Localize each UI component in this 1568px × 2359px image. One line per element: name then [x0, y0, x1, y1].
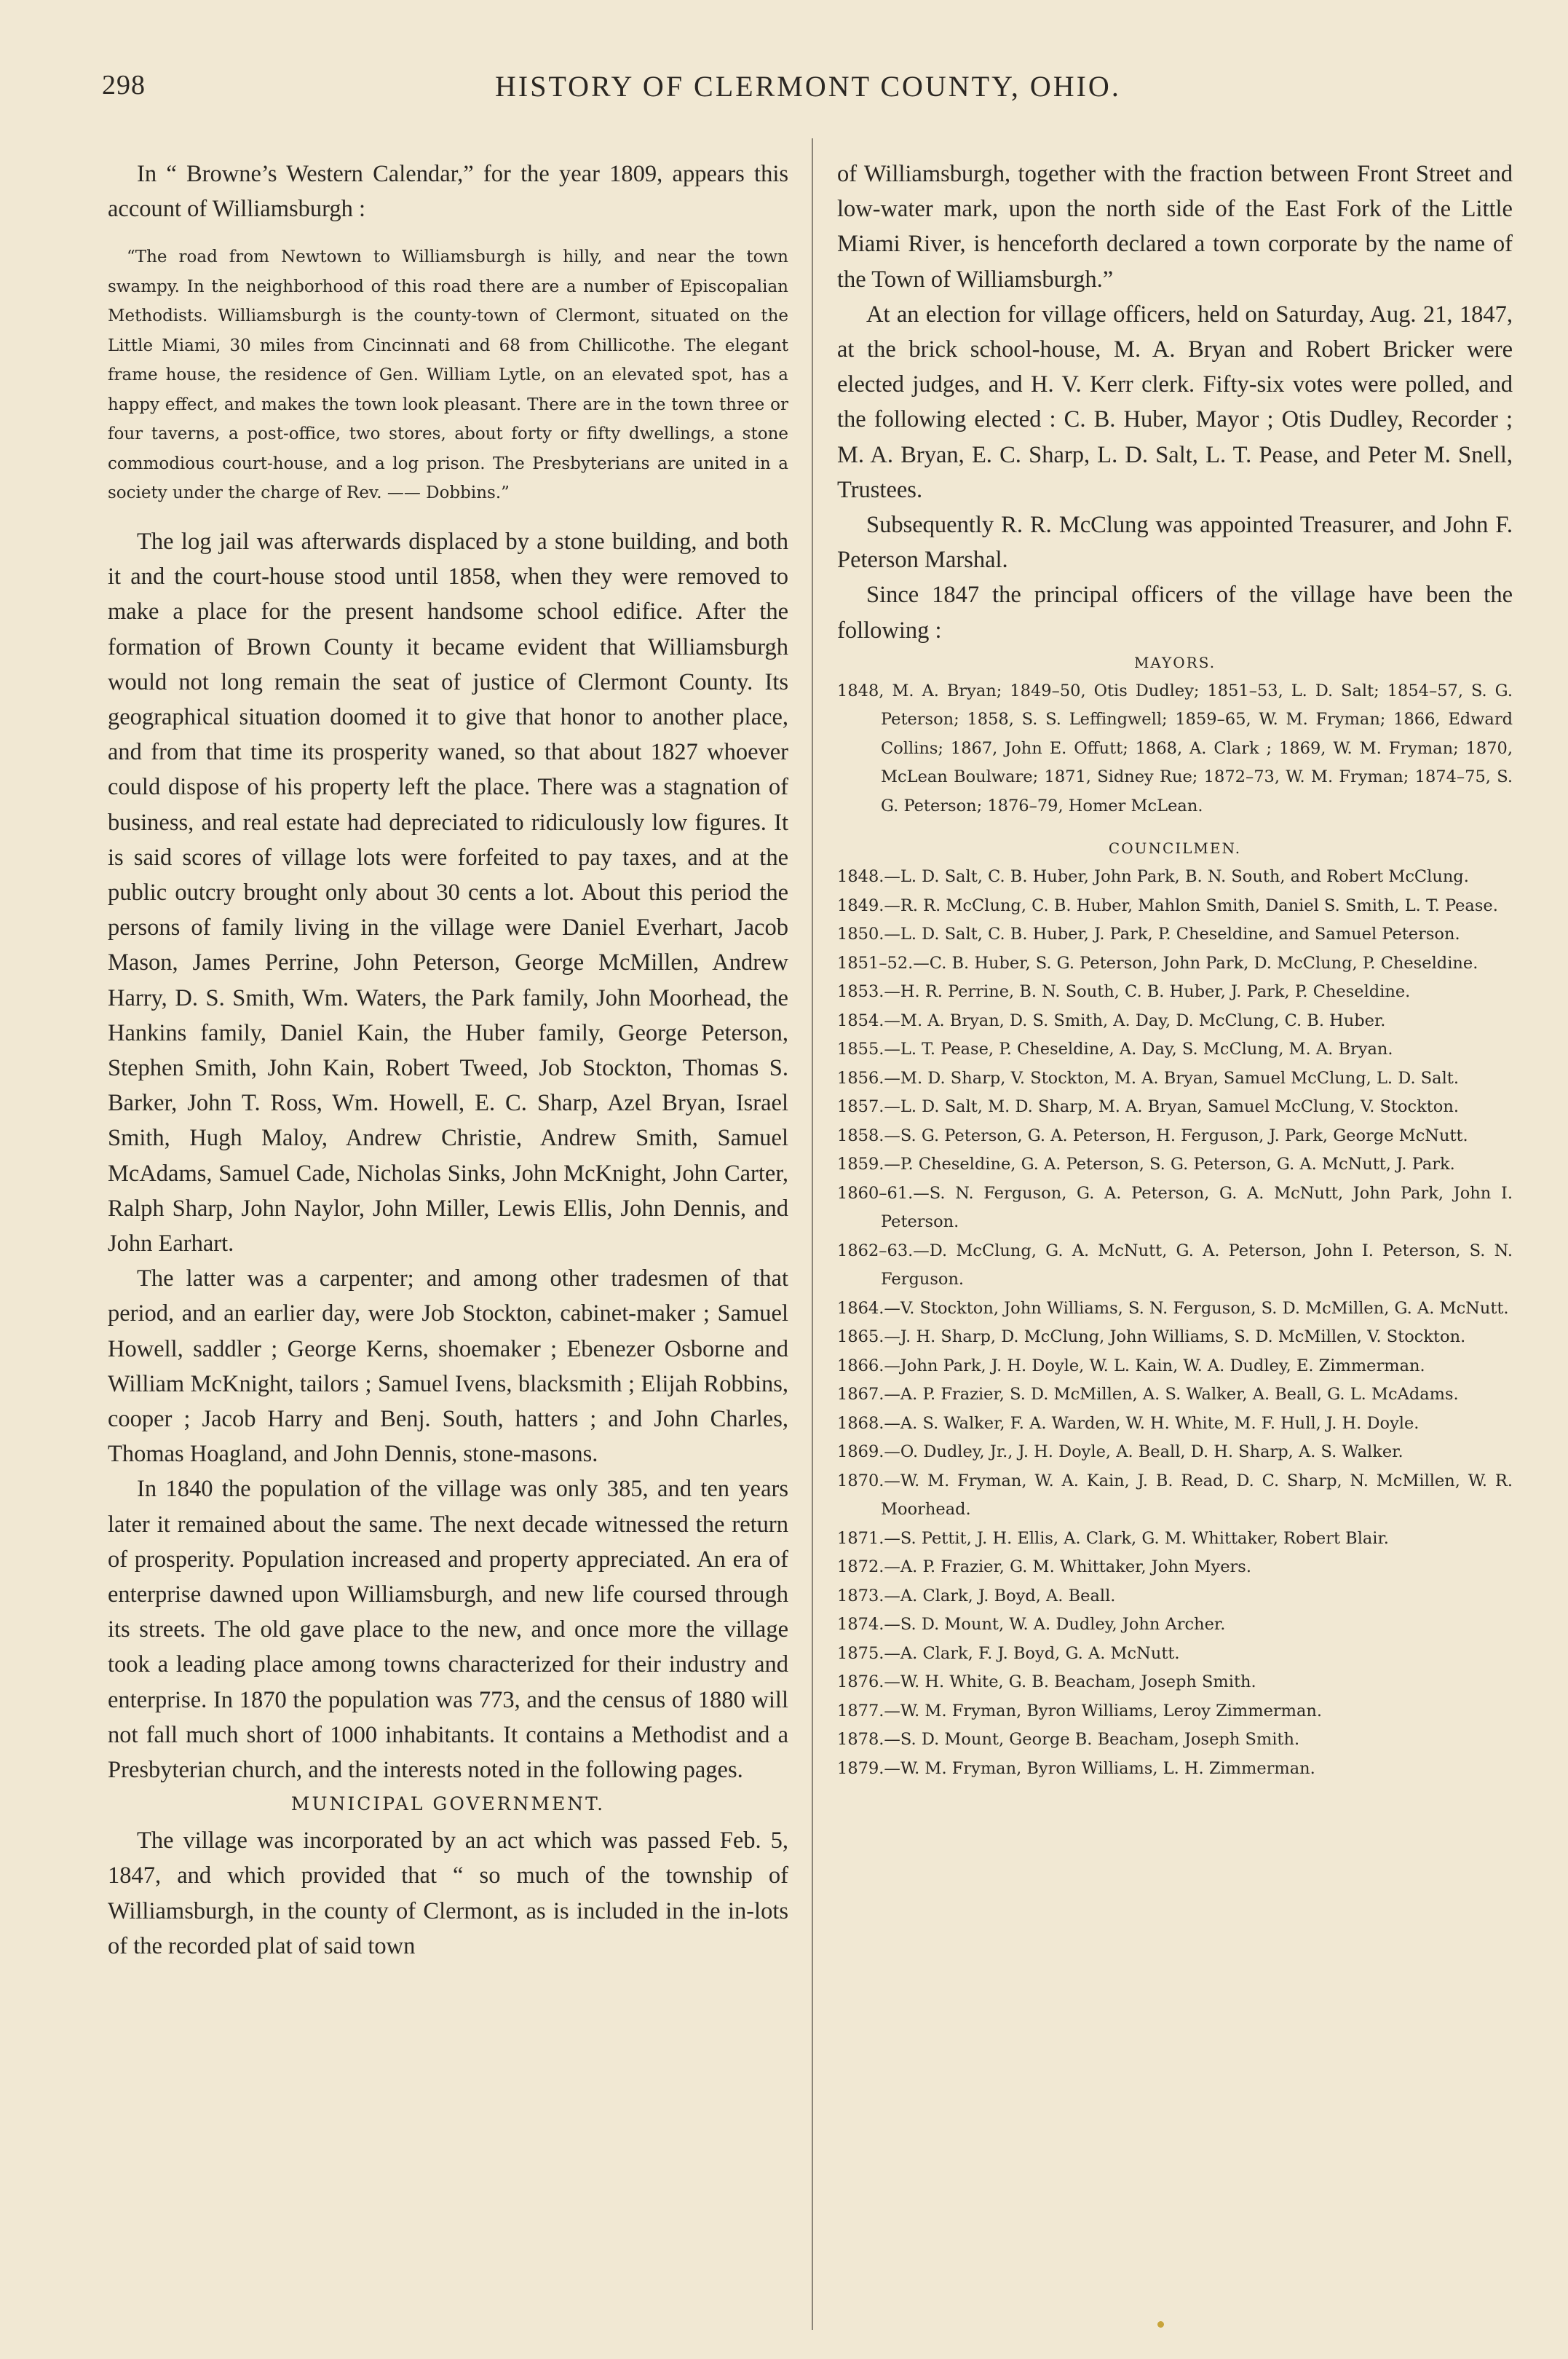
councilmen-entry: 1879.—W. M. Fryman, Byron Williams, L. H. Zimmerman.: [837, 1758, 1315, 1778]
councilmen-entry: 1851–52.—C. B. Huber, S. G. Peterson, John Park, D. McClung, P. Cheseldine.: [837, 953, 1478, 973]
intro-paragraph: In “ Browne’s Western Calendar,” for the year 1809, appears this account of Williamsburgh :: [108, 161, 788, 223]
councilmen-entry: 1873.—A. Clark, J. Boyd, A. Beall.: [837, 1586, 1116, 1605]
calendar-quote: “The road from Newtown to Williamsburgh is hilly, and near the town swampy. In the neighborhood of this road there are a number of Episcopalian Methodists. Williamsburgh is the county-town of Clermont, situated on the Little Miami, 30 miles from Cincinnati and 68 from Chillicothe. The elegant frame house, the residence of Gen. William Lytle, on an elevated spot, has a happy effect, and makes the town look pleasant. There are in the town three or four taverns, a post-office, two stores, about forty or fifty dwellings, a stone commodious court-house, and a log prison. The Presbyterians are united in a society under the charge of Rev. —— Dobbins.”: [108, 248, 788, 503]
councilmen-entry: 1856.—M. D. Sharp, V. Stockton, M. A. Bryan, Samuel McClung, L. D. Salt.: [837, 1068, 1459, 1088]
councilmen-entry: 1877.—W. M. Fryman, Byron Williams, Leroy Zimmerman.: [837, 1701, 1323, 1720]
left-column: [108, 157, 788, 1964]
right-column: [837, 157, 1513, 1783]
councilmen-list: [837, 863, 1513, 1783]
councilmen-entry: 1874.—S. D. Mount, W. A. Dudley, John Archer.: [837, 1615, 1226, 1635]
councilmen-entry: 1855.—L. T. Pease, P. Cheseldine, A. Day, S. McClung, M. A. Bryan.: [837, 1040, 1393, 1059]
councilmen-entry: 1872.—A. P. Frazier, G. M. Whittaker, John Myers.: [837, 1557, 1251, 1577]
page-header: [102, 69, 1500, 113]
paragraph-officers-intro: Since 1847 the principal officers of the village have been the following :: [837, 582, 1513, 644]
ink-speck: [1157, 2321, 1164, 2328]
councilmen-entry: 1859.—P. Cheseldine, G. A. Peterson, S. G. Peterson, G. A. McNutt, J. Park.: [837, 1155, 1455, 1174]
paragraph-election: At an election for village officers, held on Saturday, Aug. 21, 1847, at the brick school-house, M. A. Bryan and Robert Bricker were elected judges, and H. V. Kerr clerk. Fifty-six votes were polled, and the following elected : C. B. Huber, Mayor ; Otis Dudley, Recorder ; M. A. Bryan, E. C. Sharp, L. D. Salt, L. T. Pease, and Peter M. Snell, Trustees.: [837, 301, 1513, 503]
councilmen-entry: 1875.—A. Clark, F. J. Boyd, G. A. McNutt.: [837, 1643, 1180, 1663]
councilmen-entry: 1857.—L. D. Salt, M. D. Sharp, M. A. Bryan, Samuel McClung, V. Stockton.: [837, 1097, 1459, 1117]
paragraph-treasurer: Subsequently R. R. McClung was appointed Treasurer, and John F. Peterson Marshal.: [837, 512, 1513, 574]
mayors-list: 1848, M. A. Bryan; 1849–50, Otis Dudley; 1851–53, L. D. Salt; 1854–57, S. G. Peterson; 1858, S. S. Leffingwell; 1859–65, W. M. Fryman; 1866, Edward Collins; 1867, John E. Offutt; 1868, A. Clark ; 1869, W. M. Fryman; 1870, McLean Boulware; 1871, Sidney Rue; 1872–73, W. M. Fryman; 1874–75, S. G. Peterson; 1876–79, Homer McLean.: [837, 681, 1513, 815]
councilmen-entry: 1864.—V. Stockton, John Williams, S. N. Ferguson, S. D. McMillen, G. A. McNutt.: [837, 1298, 1509, 1318]
paragraph-log-jail: The log jail was afterwards displaced by a stone building, and both it and the court-house stood until 1858, when they were removed to make a place for the present handsome school edifice. After the formation of Brown County it became evident that Williamsburgh would not long remain the seat of justice of Clermont County. Its geographical situation doomed it to give that honor to another place, and from that time its prosperity waned, so that about 1827 whoever could dispose of his property left the place. There was a stagnation of business, and real estate had depreciated to ridiculously low figures. It is said scores of village lots were forfeited to pay taxes, and at the public outcry brought only about 30 cents a lot. About this period the persons of family living in the village were Daniel Everhart, Jacob Mason, James Perrine, John Peterson, George McMillen, Andrew Harry, D. S. Smith, Wm. Waters, the Park family, John Moorhead, the Hankins family, Daniel Kain, the Huber family, George Peterson, Stephen Smith, John Kain, Robert Tweed, Job Stockton, Thomas S. Barker, John T. Ross, Wm. Howell, E. C. Sharp, Azel Bryan, Israel Smith, Hugh Maloy, Andrew Christie, Andrew Smith, Samuel McAdams, Samuel Cade, Nicholas Sinks, John McKnight, John Carter, Ralph Sharp, John Naylor, John Miller, Lewis Ellis, John Dennis, and John Earhart.: [108, 528, 788, 1257]
running-title: HISTORY OF CLERMONT COUNTY, OHIO.: [495, 70, 1121, 103]
councilmen-entry: 1870.—W. M. Fryman, W. A. Kain, J. B. Read, D. C. Sharp, N. McMillen, W. R. Moorhead.: [837, 1471, 1513, 1520]
councilmen-entry: 1848.—L. D. Salt, C. B. Huber, John Park, B. N. South, and Robert McClung.: [837, 867, 1469, 887]
councilmen-entry: 1858.—S. G. Peterson, G. A. Peterson, H. Ferguson, J. Park, George McNutt.: [837, 1126, 1468, 1145]
column-divider: [812, 138, 813, 2330]
councilmen-entry: 1860–61.—S. N. Ferguson, G. A. Peterson, G. A. McNutt, John Park, John I. Peterson.: [837, 1183, 1513, 1232]
councilmen-entry: 1876.—W. H. White, G. B. Beacham, Joseph Smith.: [837, 1672, 1256, 1692]
mayors-heading: MAYORS.: [1133, 653, 1216, 671]
councilmen-entry: 1862–63.—D. McClung, G. A. McNutt, G. A. Peterson, John I. Peterson, S. N. Ferguson.: [837, 1241, 1513, 1289]
section-heading-municipal-government: MUNICIPAL GOVERNMENT.: [290, 1793, 606, 1815]
councilmen-heading: COUNCILMEN.: [1108, 839, 1242, 858]
councilmen-entry: 1866.—John Park, J. H. Doyle, W. L. Kain, W. A. Dudley, E. Zimmerman.: [837, 1356, 1425, 1375]
paragraph-incorporation: The village was incorporated by an act which was passed Feb. 5, 1847, and which provided that “ so much of the township of Williamsburgh, in the county of Clermont, as is included in the in-lots of the recorded plat of said town: [108, 1827, 788, 1959]
councilmen-entry: 1867.—A. P. Frazier, S. D. McMillen, A. S. Walker, A. Beall, G. L. McAdams.: [837, 1385, 1459, 1404]
councilmen-entry: 1871.—S. Pettit, J. H. Ellis, A. Clark, G. M. Whittaker, Robert Blair.: [837, 1528, 1389, 1548]
councilmen-entry: 1849.—R. R. McClung, C. B. Huber, Mahlon Smith, Daniel S. Smith, L. T. Pease.: [837, 896, 1498, 915]
councilmen-entry: 1850.—L. D. Salt, C. B. Huber, J. Park, P. Cheseldine, and Samuel Peterson.: [837, 925, 1460, 944]
page-number: 298: [102, 70, 146, 100]
councilmen-entry: 1868.—A. S. Walker, F. A. Warden, W. H. White, M. F. Hull, J. H. Doyle.: [837, 1413, 1419, 1433]
paragraph-tradesmen: The latter was a carpenter; and among other tradesmen of that period, and an earlier day, were Job Stockton, cabinet-maker ; Samuel Howell, saddler ; George Kerns, shoemaker ; Ebenezer Osborne and William McKnight, tailors ; Samuel Ivens, blacksmith ; Elijah Robbins, cooper ; Jacob Harry and Benj. South, hatters ; and John Charles, Thomas Hoagland, and John Dennis, stone-masons.: [108, 1265, 788, 1468]
councilmen-entry: 1854.—M. A. Bryan, D. S. Smith, A. Day, D. McClung, C. B. Huber.: [837, 1011, 1386, 1030]
councilmen-entry: 1878.—S. D. Mount, George B. Beacham, Joseph Smith.: [837, 1730, 1300, 1750]
councilmen-entry: 1869.—O. Dudley, Jr., J. H. Doyle, A. Beall, D. H. Sharp, A. S. Walker.: [837, 1442, 1403, 1462]
paragraph-population: In 1840 the population of the village was only 385, and ten years later it remained about the same. The next decade witnessed the return of prosperity. Population increased and property appreciated. An era of enterprise dawned upon Williamsburgh, and new life coursed through its streets. The old gave place to the new, and once more the village took a leading place among towns characterized for their industry and enterprise. In 1870 the population was 773, and the census of 1880 will not fall much short of 1000 inhabitants. It contains a Methodist and a Presbyterian church, and the interests noted in the following pages.: [108, 1476, 788, 1784]
paragraph-incorporation-continued: of Williamsburgh, together with the fraction between Front Street and low-water mark, upon the north side of the East Fork of the Little Miami River, is henceforth declared a town corporate by the name of the Town of Williamsburgh.”: [837, 161, 1513, 293]
councilmen-entry: 1853.—H. R. Perrine, B. N. South, C. B. Huber, J. Park, P. Cheseldine.: [837, 982, 1411, 1002]
councilmen-entry: 1865.—J. H. Sharp, D. McClung, John Williams, S. D. McMillen, V. Stockton.: [837, 1327, 1466, 1347]
